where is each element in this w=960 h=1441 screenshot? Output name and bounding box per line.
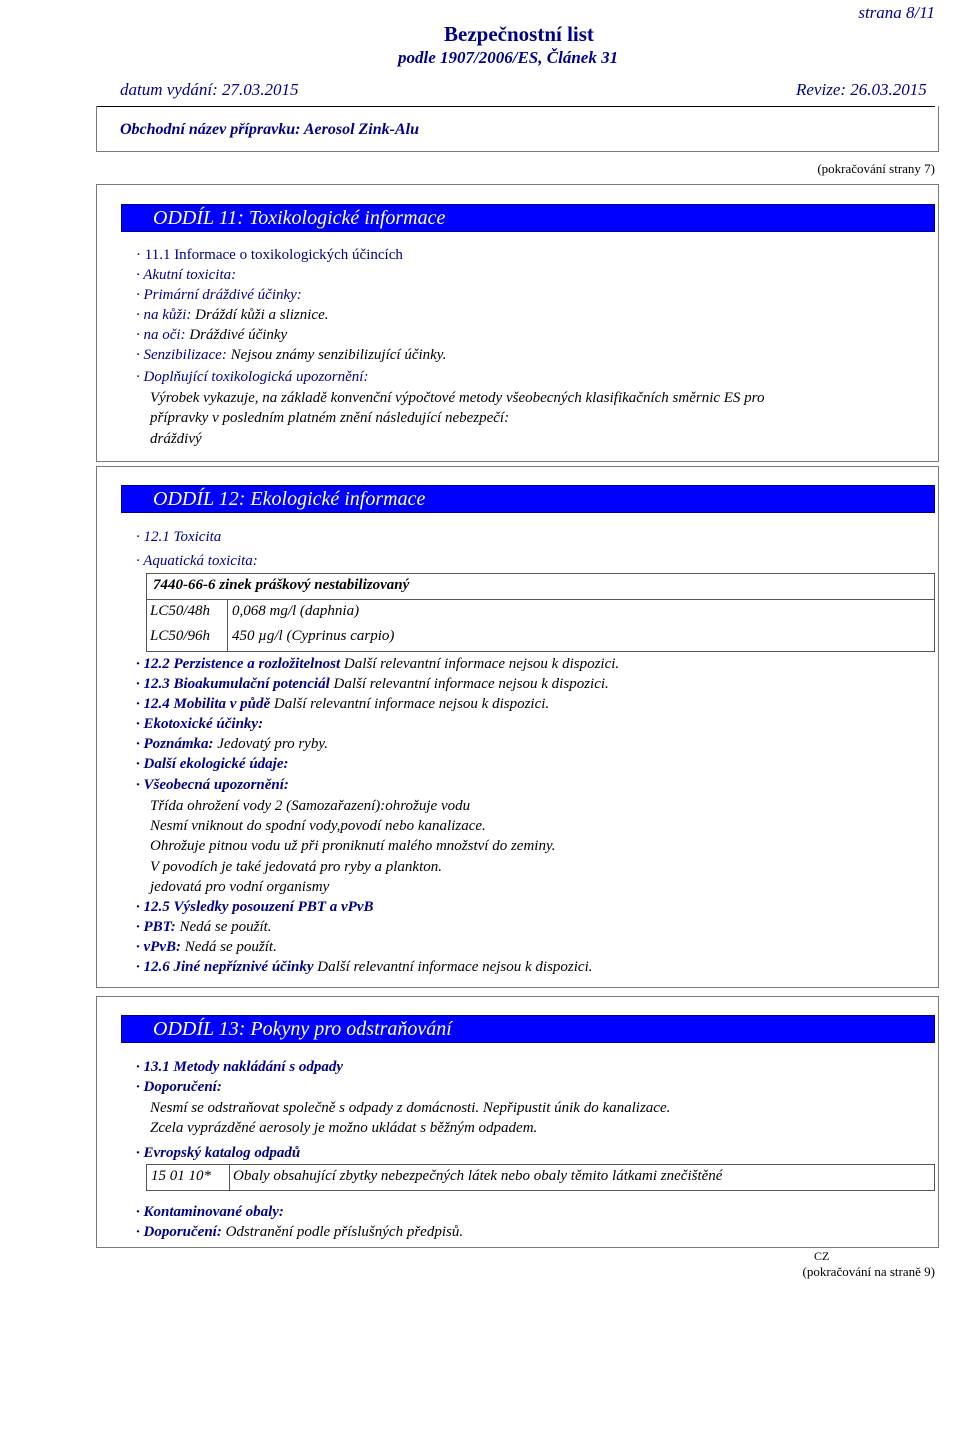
- s12-bioaccumulation-label: · 12.3 Bioakumulační potenciál: [136, 676, 330, 692]
- s12-bioaccumulation-value: Další relevantní informace nejsou k dispozici.: [329, 676, 609, 692]
- s13-line-6: · Kontaminované obaly:: [136, 1204, 284, 1220]
- s12-other-effects: [136, 957, 593, 977]
- s11-line-2: · Akutní toxicita:: [136, 267, 237, 283]
- s12-mobility-value: Další relevantní informace nejsou k dispozici.: [270, 696, 550, 712]
- s12-other-effects-label: · 12.6 Jiné nepříznivé účinky: [136, 959, 314, 975]
- issue-date: datum vydání: 27.03.2015: [120, 80, 299, 99]
- waste-table-divider: [229, 1164, 230, 1191]
- s11-line-5-label: · na oči:: [136, 327, 186, 343]
- s11-line-4-value: Dráždí kůži a sliznice.: [191, 307, 329, 323]
- s11-line-5: [136, 325, 287, 345]
- s13-line-7-label: · Doporučení:: [136, 1224, 222, 1240]
- toxicity-table-column-divider: [227, 599, 228, 652]
- s12-note-value: Jedovatý pro ryby.: [213, 736, 328, 752]
- s12-mobility: [136, 694, 549, 714]
- s12-ecotoxic: · Ekotoxické účinky:: [136, 716, 264, 732]
- product-frame: [96, 106, 939, 152]
- s12-line-2: · Aquatická toxicita:: [136, 553, 258, 569]
- s12-general-5: jedovatá pro vodní organismy: [150, 879, 330, 895]
- s12-persistence: [136, 654, 619, 674]
- toxicity-row-2-value: 450 µg/l (Cyprinus carpio): [232, 628, 395, 644]
- s13-line-1: · 13.1 Metody nakládání s odpady: [136, 1059, 344, 1075]
- section-12-header: [121, 485, 935, 513]
- s12-pbt-label: · PBT:: [136, 919, 176, 935]
- s12-note: [136, 734, 328, 754]
- section-13-title: ODDÍL 13: Pokyny pro odstraňování: [153, 1018, 452, 1040]
- s11-line-1: · 11.1 Informace o toxikologických účincích: [136, 247, 403, 263]
- s11-line-4: [136, 305, 329, 325]
- section-12-title: ODDÍL 12: Ekologické informace: [153, 488, 426, 510]
- continued-to: (pokračování na straně 9): [802, 1264, 935, 1279]
- s12-general-1: Třída ohrožení vody 2 (Samozařazení):ohrožuje vodu: [150, 798, 471, 814]
- waste-code: 15 01 10*: [151, 1168, 211, 1184]
- s12-other-data: · Další ekologické údaje:: [136, 756, 289, 772]
- s12-note-label: · Poznámka:: [136, 736, 214, 752]
- s12-pbt-heading: · 12.5 Výsledky posouzení PBT a vPvB: [136, 899, 374, 915]
- toxicity-row-2-key: LC50/96h: [150, 628, 211, 644]
- s11-line-9: přípravky v posledním platném znění následující nebezpečí:: [150, 410, 510, 426]
- s11-line-10: dráždivý: [150, 431, 202, 447]
- s12-mobility-label: · 12.4 Mobilita v půdě: [136, 696, 271, 712]
- s12-persistence-value: Další relevantní informace nejsou k dispozici.: [340, 656, 620, 672]
- product-name: Obchodní název přípravku: Aerosol Zink-Alu: [120, 121, 419, 138]
- s12-line-1: · 12.1 Toxicita: [136, 529, 222, 545]
- continued-from: (pokračování strany 7): [817, 161, 935, 176]
- s12-general-3: Ohrožuje pitnou vodu už při proniknutí malého množství do zeminy.: [150, 838, 556, 854]
- s11-line-7: · Doplňující toxikologická upozornění:: [136, 369, 369, 385]
- s13-line-4: Zcela vyprázděné aerosoly je možno ukládat s běžným odpadem.: [150, 1120, 538, 1136]
- s13-line-5: · Evropský katalog odpadů: [136, 1145, 301, 1161]
- s12-general: · Všeobecná upozornění:: [136, 777, 289, 793]
- waste-code-description: Obaly obsahující zbytky nebezpečných látek nebo obaly těmito látkami znečištěné: [233, 1168, 723, 1184]
- toxicity-row-1-key: LC50/48h: [150, 603, 211, 619]
- page-number: strana 8/11: [858, 3, 935, 22]
- revision-date: Revize: 26.03.2015: [796, 80, 927, 99]
- s11-line-3: · Primární dráždivé účinky:: [136, 287, 302, 303]
- s13-line-7: [136, 1222, 463, 1242]
- s11-line-8: Výrobek vykazuje, na základě konvenční výpočtové metody všeobecných klasifikačních směrnic ES pro: [150, 390, 765, 406]
- s12-pbt: [136, 917, 272, 937]
- s11-line-6: [136, 345, 446, 365]
- s13-line-2: · Doporučení:: [136, 1079, 222, 1095]
- s11-line-4-label: · na kůži:: [136, 307, 192, 323]
- language-code: CZ: [814, 1249, 830, 1263]
- document-title: Bezpečnostní list: [444, 22, 594, 46]
- s12-general-2: Nesmí vniknout do spodní vody,povodí nebo kanalizace.: [150, 818, 486, 834]
- section-11-title: ODDÍL 11: Toxikologické informace: [153, 207, 446, 229]
- s13-line-3: Nesmí se odstraňovat společně s odpady z domácnosti. Nepřipustit únik do kanalizace.: [150, 1100, 671, 1116]
- s12-other-effects-value: Další relevantní informace nejsou k dispozici.: [313, 959, 593, 975]
- s11-line-6-label: · Senzibilizace:: [136, 347, 227, 363]
- s12-vpvb-value: Nedá se použít.: [180, 939, 277, 955]
- s12-pbt-value: Nedá se použít.: [175, 919, 272, 935]
- s12-bioaccumulation: [136, 674, 609, 694]
- s13-line-7-value: Odstranění podle příslušných předpisů.: [221, 1224, 464, 1240]
- s11-line-6-value: Nejsou známy senzibilizující účinky.: [226, 347, 447, 363]
- s12-general-4: V povodích je také jedovatá pro ryby a plankton.: [150, 859, 443, 875]
- s11-line-5-value: Dráždivé účinky: [185, 327, 288, 343]
- section-11-header: [121, 204, 935, 232]
- s12-vpvb-label: · vPvB:: [136, 939, 181, 955]
- section-13-header: [121, 1015, 935, 1043]
- s12-vpvb: [136, 937, 277, 957]
- toxicity-row-1-value: 0,068 mg/l (daphnia): [232, 603, 360, 619]
- document-subtitle: podle 1907/2006/ES, Článek 31: [398, 48, 619, 67]
- toxicity-table-divider: [146, 599, 935, 600]
- s12-persistence-label: · 12.2 Perzistence a rozložitelnost: [136, 656, 341, 672]
- toxicity-substance: 7440-66-6 zinek práškový nestabilizovaný: [153, 577, 410, 593]
